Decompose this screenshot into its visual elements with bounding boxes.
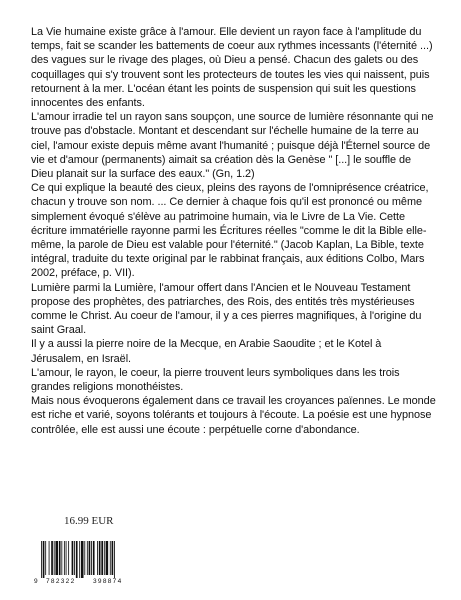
paragraph-7: Mais nous évoquerons également dans ce travail les croyances païennes. Le monde est riche et varié, soyons tolérants et toujours à l'écoute. La poésie est une hypnose contrôlée, elle est aussi une écoute : perpétuelle corne d'abondance. [31,395,436,436]
barcode-right-digits: 398874 [93,578,123,585]
barcode-bars [41,541,115,578]
paragraph-6: L'amour, le rayon, le coeur, la pierre trouvent leurs symboliques dans les trois grandes religions monothéistes. [31,366,400,394]
price-label: 16.99 EUR [64,515,114,527]
barcode-left-digits: 782322 [46,578,76,585]
paragraph-1: La Vie humaine existe grâce à l'amour. Elle devient un rayon face à l'amplitude du temps, fait se scander les battements de coeur aux rythmes incessants (l'éternité ...) des vagues sur le rivage des plages, où Dieu a pensé. Chacun des galets ou des coquillages qui s'y trouvent sont les protecteurs de toutes les vies qui naissent, puis retournent à la mer. L'océan étant les points de suspension qui suit les questions innocentes des enfants. [31,26,433,110]
barcode-lead-digit: 9 [34,578,38,585]
back-cover-text [31,25,436,437]
isbn-barcode [31,541,143,585]
paragraph-2: L'amour irradie tel un rayon sans soupçon, une source de lumière résonnante qui ne trouve pas d'obstacle. Montant et descendant sur l'échelle humaine de la terre au ciel, l'amour existe depuis même avant l'humanité ; puisque déjà l'Éternel source de vie et d'amour (permanents) aimait sa création dès la Genèse " [...] le souffle de Dieu planait sur la surface des eaux." (Gn, 1.2) [31,111,434,181]
paragraph-5: Il y a aussi la pierre noire de la Mecque, en Arabie Saoudite ; et le Kotel à Jérusalem, en Israël. [31,338,382,365]
paragraph-4: Lumière parmi la Lumière, l'amour offert dans l'Ancien et le Nouveau Testament propose des prophètes, des patriarches, des Rois, des entités très mystérieuses comme le Christ. Au coeur de l'amour, il y a ces pierres magnifiques, à l'origine du saint Graal. [31,281,422,337]
paragraph-3: Ce qui explique la beauté des cieux, pleins des rayons de l'omniprésence créatrice, chacun y trouve son nom. ... Ce dernier à chaque fois qu'il est prononcé ou même simplement évoqué s'élève au patrimoine humain, via le Livre de La Vie. Cette écriture immatérielle rayonne parmi les Écritures réelles "comme le dit la Bible elle-même, la parole de Dieu est valable pour l'éternité." (Jacob Kaplan, La Bible, texte intégral, traduite du texte original par le rabbinat français, aux éditions Colbo, Mars 2002, préface, p. VII). [31,182,429,280]
